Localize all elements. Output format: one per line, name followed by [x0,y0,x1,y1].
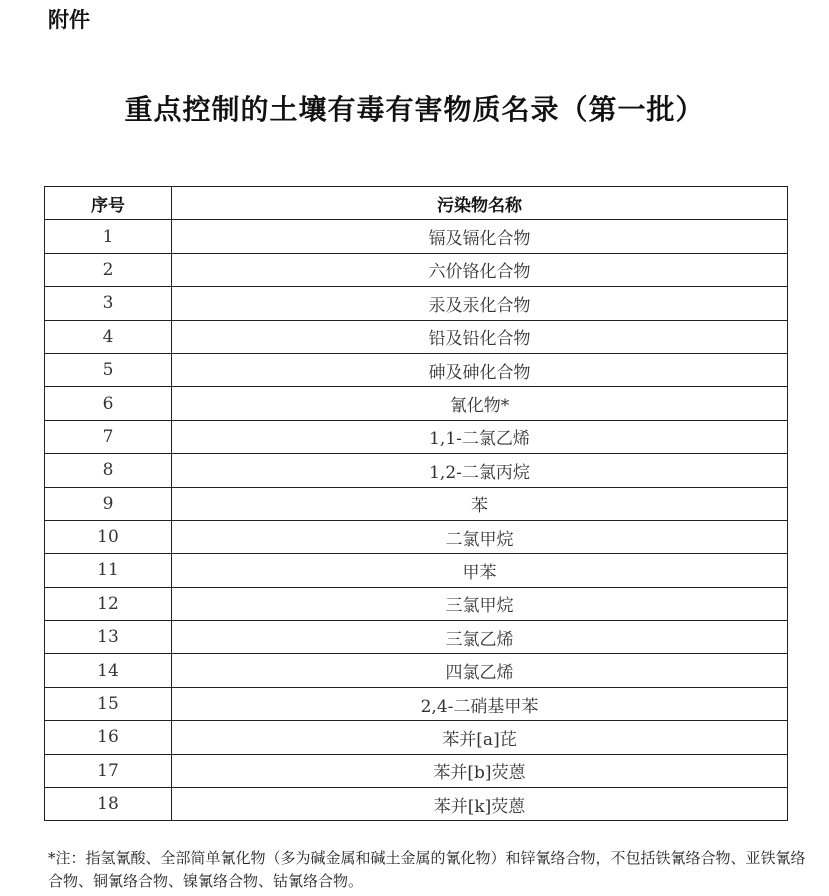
serial-number-cell: 7 [45,420,172,453]
pollutant-name-cell: 镉及镉化合物 [172,220,788,253]
serial-number-cell: 13 [45,621,172,654]
table-row [45,754,788,787]
table-row [45,454,788,487]
table-header-row [45,187,788,220]
pollutant-name-cell: 三氯乙烯 [172,621,788,654]
table-row [45,554,788,587]
table-row [45,320,788,353]
pollutant-name-cell: 2,4-二硝基甲苯 [172,687,788,720]
serial-number-cell: 4 [45,320,172,353]
pollutant-name-cell: 氰化物* [172,387,788,420]
serial-number-cell: 1 [45,220,172,253]
pollutant-name-cell: 苯并[k]荧蒽 [172,788,788,821]
serial-number-cell: 18 [45,788,172,821]
footnote: *注：指氢氰酸、全部简单氰化物（多为碱金属和碱土金属的氰化物）和锌氰络合物，不包括铁氰络合物、亚铁氰络合物、铜氰络合物、镍氰络合物、钴氰络合物。 [48,849,806,890]
table-row [45,687,788,720]
table-row [45,587,788,620]
serial-number-cell: 3 [45,287,172,320]
table-row [45,654,788,687]
table-row [45,420,788,453]
serial-number-cell: 15 [45,687,172,720]
table-row [45,721,788,754]
pollutant-name-cell: 砷及砷化合物 [172,353,788,386]
pollutant-table [44,186,788,821]
table-row [45,253,788,286]
table-row [45,220,788,253]
serial-number-cell: 5 [45,353,172,386]
serial-number-cell: 14 [45,654,172,687]
serial-number-cell: 17 [45,754,172,787]
pollutant-name-cell: 甲苯 [172,554,788,587]
table-row [45,520,788,553]
serial-number-cell: 6 [45,387,172,420]
pollutant-name-cell: 四氯乙烯 [172,654,788,687]
pollutant-name-cell: 汞及汞化合物 [172,287,788,320]
pollutant-name-cell: 苯并[b]荧蒽 [172,754,788,787]
serial-number-cell: 2 [45,253,172,286]
pollutant-name-cell: 1,2-二氯丙烷 [172,454,788,487]
attachment-label: 附件 [48,8,90,32]
pollutant-name-cell: 苯并[a]芘 [172,721,788,754]
serial-number-cell: 12 [45,587,172,620]
table-row [45,387,788,420]
table-row [45,788,788,821]
serial-number-cell: 8 [45,454,172,487]
pollutant-name-cell: 苯 [172,487,788,520]
pollutant-name-cell: 六价铬化合物 [172,253,788,286]
table-row [45,287,788,320]
header-serial-number: 序号 [45,187,172,220]
table-row [45,353,788,386]
header-pollutant-name: 污染物名称 [172,187,788,220]
pollutant-name-cell: 三氯甲烷 [172,587,788,620]
table-row [45,621,788,654]
pollutant-name-cell: 铅及铅化合物 [172,320,788,353]
serial-number-cell: 10 [45,520,172,553]
serial-number-cell: 11 [45,554,172,587]
document-title: 重点控制的土壤有毒有害物质名录（第一批） [124,93,705,126]
serial-number-cell: 9 [45,487,172,520]
pollutant-name-cell: 1,1-二氯乙烯 [172,420,788,453]
pollutant-name-cell: 二氯甲烷 [172,520,788,553]
table-row [45,487,788,520]
serial-number-cell: 16 [45,721,172,754]
